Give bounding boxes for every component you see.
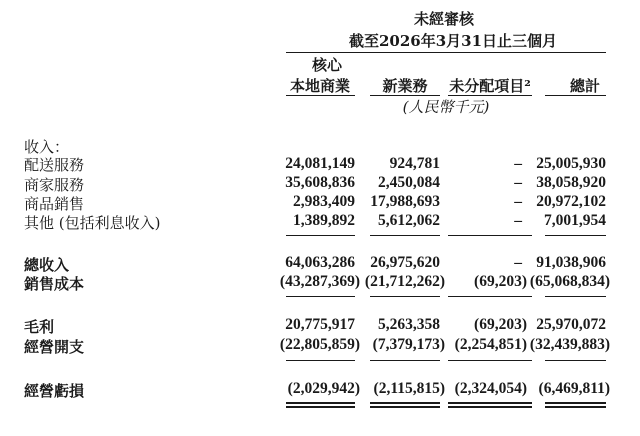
double-rule-core-1 (286, 402, 355, 404)
subtotal-rule-core (286, 235, 355, 236)
double-rule-unallocated-1 (448, 402, 532, 404)
col-unallocated-header: 未分配項目² (449, 77, 531, 95)
cell-opex-unallocated: (2,254,851) (454, 336, 527, 353)
row-label-operating-expenses: 經營開支 (24, 338, 85, 356)
cell-operating-loss-core: (2,029,942) (287, 380, 360, 397)
cell-delivery-new: 924,781 (389, 155, 440, 172)
row-label-gross-profit: 毛利 (24, 318, 55, 336)
col-new-business-header: 新業務 (382, 77, 428, 95)
cell-total-revenue-unallocated: – (514, 254, 522, 271)
double-rule-new-2 (370, 406, 440, 408)
loss-rule-core (286, 360, 355, 361)
row-label-delivery: 配送服務 (24, 156, 85, 174)
loss-rule-total (545, 360, 606, 361)
cell-other-unallocated: – (514, 212, 522, 229)
cell-delivery-core: 24,081,149 (285, 155, 355, 172)
cell-operating-loss-unallocated: (2,324,054) (454, 380, 527, 397)
cell-other-new: 5,612,062 (378, 212, 440, 229)
double-rule-unallocated-2 (448, 406, 532, 408)
gross-rule-total (545, 296, 606, 297)
row-label-other: 其他 (包括利息收入) (24, 214, 161, 232)
double-rule-core-2 (286, 406, 355, 408)
cell-opex-core: (22,805,859) (279, 336, 360, 353)
col-rule-core (286, 95, 355, 96)
cell-opex-total: (32,439,883) (529, 336, 610, 353)
cell-other-total: 7,001,954 (544, 212, 606, 229)
gross-rule-core (286, 296, 355, 297)
period-underline (286, 52, 606, 53)
cell-opex-new: (7,379,173) (372, 336, 445, 353)
unit-label: (人民幣千元) (402, 98, 490, 116)
cell-gross-profit-new: 5,263,358 (378, 316, 440, 333)
cell-total-revenue-new: 26,975,620 (370, 254, 440, 271)
row-label-total-revenue: 總收入 (24, 256, 70, 274)
cell-operating-loss-new: (2,115,815) (373, 380, 445, 397)
double-rule-total-2 (545, 406, 606, 408)
cell-other-core: 1,389,892 (293, 212, 355, 229)
cell-total-revenue-total: 91,038,906 (536, 254, 606, 271)
cell-cost-of-sales-unallocated: (69,203) (474, 273, 527, 290)
cell-merchant-core: 35,608,836 (285, 174, 355, 191)
cell-goods-total: 20,972,102 (536, 193, 606, 210)
col-rule-total (545, 95, 606, 96)
row-label-merchant: 商家服務 (24, 176, 85, 194)
cell-operating-loss-total: (6,469,811) (538, 380, 610, 397)
double-rule-total-1 (545, 402, 606, 404)
row-label-operating-loss: 經營虧損 (24, 382, 85, 400)
col-core-header: 本地商業 (289, 77, 351, 95)
cell-goods-unallocated: – (514, 193, 522, 210)
loss-rule-unallocated (448, 360, 532, 361)
loss-rule-new (370, 360, 440, 361)
gross-rule-unallocated (448, 296, 532, 297)
revenue-heading: 收入： (24, 138, 70, 156)
gross-rule-new (370, 296, 440, 297)
col-core-line1: 核心 (311, 56, 343, 74)
double-rule-new-1 (370, 402, 440, 404)
row-label-cost-of-sales: 銷售成本 (24, 275, 85, 293)
cell-gross-profit-unallocated: (69,203) (474, 316, 527, 333)
col-total-header: 總計 (569, 77, 601, 95)
cell-merchant-new: 2,450,084 (378, 174, 440, 191)
cell-total-revenue-core: 64,063,286 (285, 254, 355, 271)
cell-goods-new: 17,988,693 (370, 193, 440, 210)
cell-gross-profit-total: 25,970,072 (536, 316, 606, 333)
period-heading: 截至2026年3月31日止三個月 (348, 32, 558, 50)
cell-merchant-total: 38,058,920 (536, 174, 606, 191)
row-label-goods: 商品銷售 (24, 195, 85, 213)
cell-merchant-unallocated: – (514, 174, 522, 191)
cell-cost-of-sales-core: (43,287,369) (279, 273, 360, 290)
cell-goods-core: 2,983,409 (293, 193, 355, 210)
cell-delivery-total: 25,005,930 (536, 155, 606, 172)
cell-delivery-unallocated: – (514, 155, 522, 172)
cell-cost-of-sales-new: (21,712,262) (364, 273, 445, 290)
subtotal-rule-new (370, 235, 440, 236)
cell-cost-of-sales-total: (65,068,834) (529, 273, 610, 290)
cell-gross-profit-core: 20,775,917 (285, 316, 355, 333)
subtotal-rule-total (545, 235, 606, 236)
audit-status: 未經審核 (413, 10, 475, 28)
subtotal-rule-unallocated (448, 235, 532, 236)
